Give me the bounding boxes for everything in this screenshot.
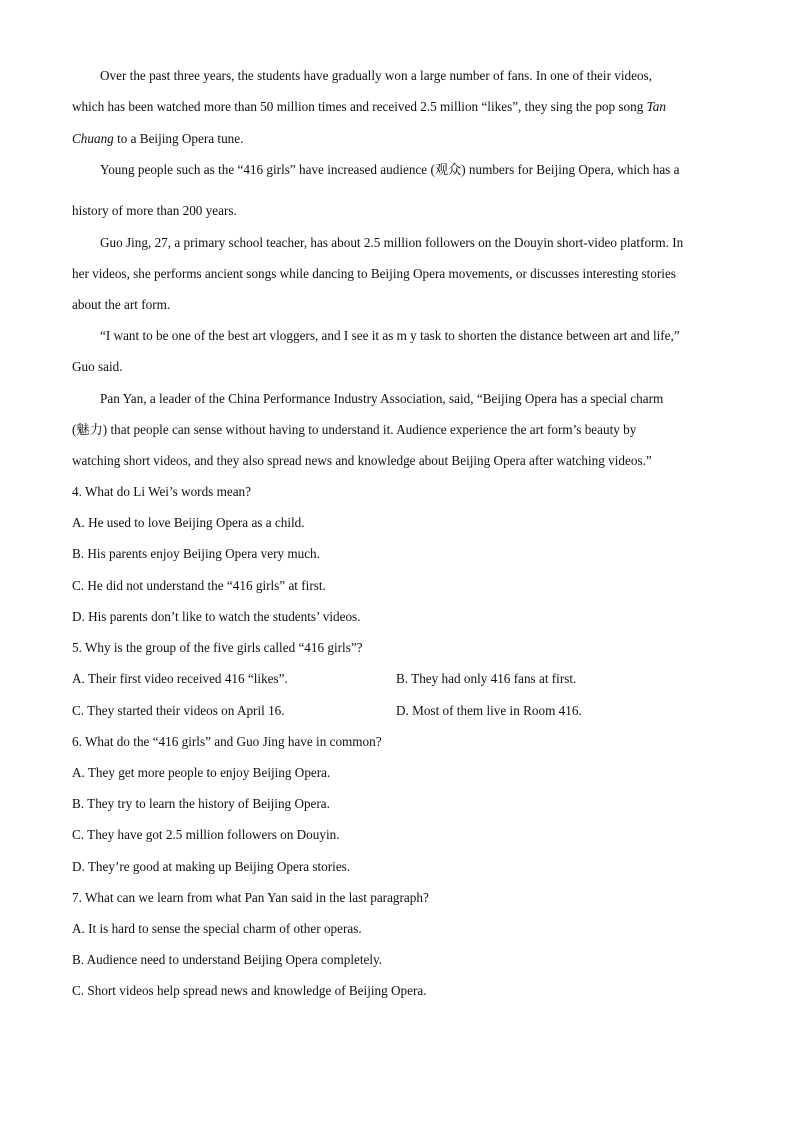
answer-option: D. Most of them live in Room 416. xyxy=(396,703,582,718)
question-stem: 4. What do Li Wei’s words mean? xyxy=(72,484,252,499)
question-stem: 7. What can we learn from what Pan Yan said in the last paragraph? xyxy=(72,890,429,905)
question-stem: 5. Why is the group of the five girls called “416 girls”? xyxy=(72,640,363,655)
answer-option: C. He did not understand the “416 girls” at first. xyxy=(72,578,326,593)
answer-option: C. They started their videos on April 16. xyxy=(72,703,285,718)
passage-text: which has been watched more than 50 million times and received 2.5 million “likes”, they sing the pop song xyxy=(72,99,647,114)
passage-line: history of more than 200 years. xyxy=(72,203,237,218)
passage-line: Guo Jing, 27, a primary school teacher, has about 2.5 million followers on the Douyin short-video platform. In xyxy=(100,235,684,250)
answer-option: D. His parents don’t like to watch the students’ videos. xyxy=(72,609,361,624)
passage-line: Over the past three years, the students have gradually won a large number of fans. In one of their videos, xyxy=(100,68,652,83)
passage-line: watching short videos, and they also spread news and knowledge about Beijing Opera after watching videos.” xyxy=(72,453,652,468)
passage-line: (魅力) that people can sense without having to understand it. Audience experience the art form’s beauty by xyxy=(72,422,637,437)
passage-line xyxy=(72,130,732,148)
answer-option: C. Short videos help spread news and knowledge of Beijing Opera. xyxy=(72,983,427,998)
passage-line: her videos, she performs ancient songs while dancing to Beijing Opera movements, or discusses interesting stories xyxy=(72,266,676,281)
answer-option: C. They have got 2.5 million followers on Douyin. xyxy=(72,827,340,842)
answer-row xyxy=(72,670,732,688)
passage-line: Guo said. xyxy=(72,359,123,374)
answer-option: A. Their first video received 416 “likes”. xyxy=(72,671,288,686)
answer-option: B. His parents enjoy Beijing Opera very much. xyxy=(72,546,320,561)
answer-option: B. Audience need to understand Beijing Opera completely. xyxy=(72,952,383,967)
passage-line xyxy=(72,98,732,116)
passage-line: “I want to be one of the best art vloggers, and I see it as m y task to shorten the distance between art and life,” xyxy=(100,328,680,343)
answer-option: A. It is hard to sense the special charm of other operas. xyxy=(72,921,362,936)
answer-row xyxy=(72,702,732,720)
passage-text: to a Beijing Opera tune. xyxy=(113,131,244,146)
answer-option: A. He used to love Beijing Opera as a child. xyxy=(72,515,305,530)
song-title: Tan xyxy=(646,99,666,114)
song-title: Chuang xyxy=(72,131,114,146)
answer-option: B. They try to learn the history of Beijing Opera. xyxy=(72,796,330,811)
answer-option: B. They had only 416 fans at first. xyxy=(396,671,577,686)
answer-option: D. They’re good at making up Beijing Opera stories. xyxy=(72,859,351,874)
passage-line: about the art form. xyxy=(72,297,171,312)
answer-option: A. They get more people to enjoy Beijing Opera. xyxy=(72,765,331,780)
passage-line: Pan Yan, a leader of the China Performance Industry Association, said, “Beijing Opera has a special charm xyxy=(100,391,664,406)
question-stem: 6. What do the “416 girls” and Guo Jing have in common? xyxy=(72,734,382,749)
passage-line: Young people such as the “416 girls” have increased audience (观众) numbers for Beijing Opera, which has a xyxy=(100,162,680,177)
